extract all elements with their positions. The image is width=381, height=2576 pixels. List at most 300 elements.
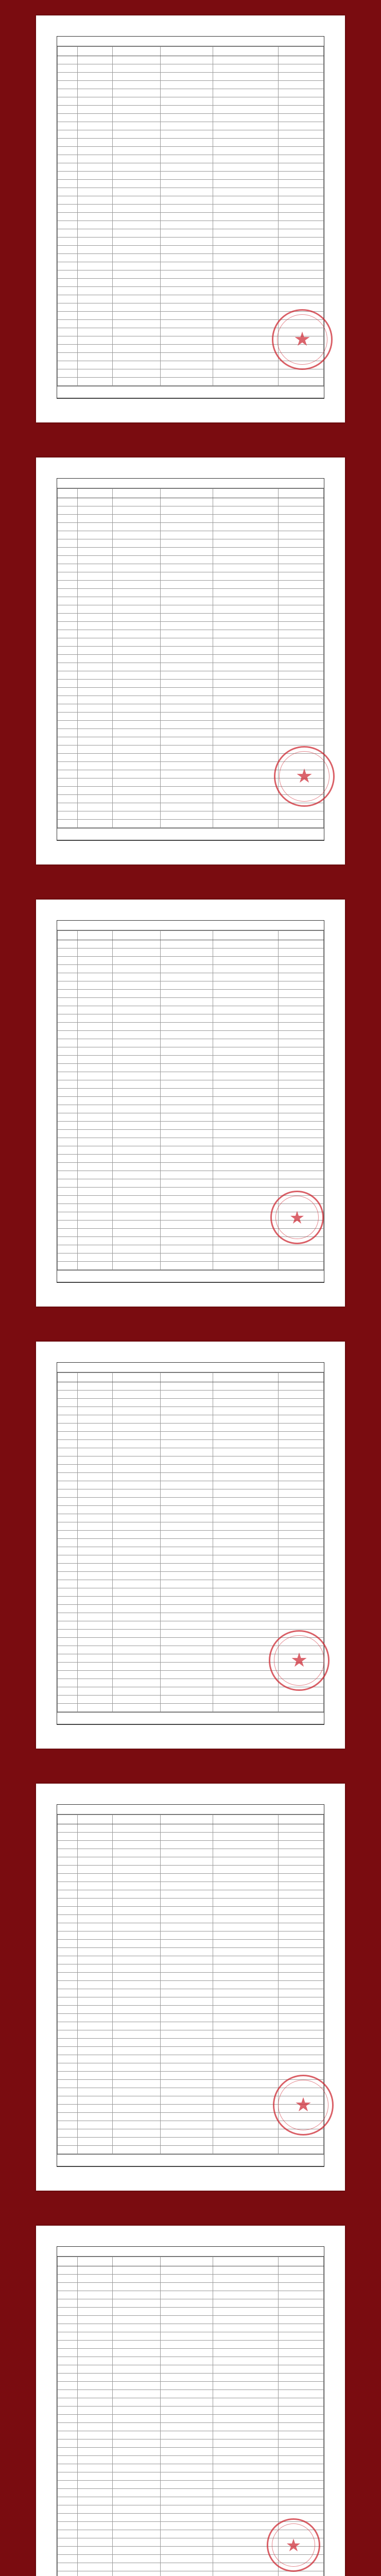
table-cell (160, 1006, 213, 1014)
table-cell (160, 1696, 213, 1704)
table-cell (113, 1031, 161, 1039)
table-cell (213, 572, 279, 581)
table-cell (77, 990, 112, 998)
table-cell (279, 1138, 324, 1146)
table-cell (113, 2571, 161, 2576)
table-cell (113, 1687, 161, 1696)
table-cell (279, 663, 324, 671)
table-cell (279, 139, 324, 147)
table-cell (77, 1023, 112, 1031)
table-cell (58, 2431, 78, 2439)
table-cell (279, 361, 324, 369)
table-cell (213, 981, 279, 990)
table-row (58, 1899, 324, 1907)
table-cell (160, 1163, 213, 1171)
table-cell (113, 81, 161, 89)
table-cell (160, 270, 213, 279)
table-cell (160, 1824, 213, 1833)
table-cell (58, 1506, 78, 1514)
table-cell (213, 2129, 279, 2138)
table-cell (77, 2039, 112, 2047)
table-cell (58, 2047, 78, 2055)
table-cell (58, 2291, 78, 2299)
table-cell (160, 1915, 213, 1923)
column-header (279, 1815, 324, 1824)
table-cell (77, 1630, 112, 1638)
table-cell (279, 320, 324, 328)
table-cell (58, 1564, 78, 1572)
table-row (58, 1047, 324, 1056)
table-row (58, 2448, 324, 2456)
table-row (58, 336, 324, 345)
table-cell (113, 1564, 161, 1572)
table-cell (58, 820, 78, 828)
table-cell (113, 147, 161, 155)
table-cell (160, 1089, 213, 1097)
table-cell (77, 229, 112, 238)
table-cell (160, 2431, 213, 2439)
table-cell (279, 787, 324, 795)
table-cell (58, 1031, 78, 1039)
table-cell (213, 1572, 279, 1580)
table-row (58, 2456, 324, 2464)
table-cell (213, 1564, 279, 1572)
table-cell (113, 1146, 161, 1155)
table-cell (113, 1105, 161, 1113)
table-row (58, 1638, 324, 1646)
table-cell (113, 1481, 161, 1489)
table-cell (213, 811, 279, 820)
table-cell (113, 1212, 161, 1221)
table-cell (279, 614, 324, 622)
table-cell (77, 515, 112, 523)
table-cell (113, 1940, 161, 1948)
table-cell (77, 737, 112, 745)
table-cell (160, 2390, 213, 2398)
table-cell (279, 1064, 324, 1072)
table-cell (160, 130, 213, 139)
table-cell (279, 1097, 324, 1105)
table-row (58, 1089, 324, 1097)
table-row (58, 1489, 324, 1498)
table-cell (213, 630, 279, 638)
table-cell (77, 1473, 112, 1481)
column-header (58, 47, 78, 56)
table-cell (77, 1555, 112, 1564)
column-header (58, 1815, 78, 1824)
table-cell (77, 2423, 112, 2431)
table-cell (213, 948, 279, 957)
table-cell (279, 990, 324, 998)
table-cell (160, 1196, 213, 1204)
table-cell (58, 2349, 78, 2357)
table-cell (279, 1179, 324, 1188)
table-frame (57, 1362, 324, 1725)
table-row (58, 556, 324, 564)
table-cell (279, 1089, 324, 1097)
table-cell (77, 957, 112, 965)
column-header (213, 47, 279, 56)
table-cell (58, 2448, 78, 2456)
table-cell (279, 948, 324, 957)
table-cell (160, 957, 213, 965)
table-cell (279, 163, 324, 172)
table-cell (213, 378, 279, 386)
table-cell (77, 1014, 112, 1023)
table-cell (279, 130, 324, 139)
data-table (57, 2257, 324, 2576)
table-cell (160, 2547, 213, 2555)
table-cell (77, 1956, 112, 1964)
table-cell (213, 1539, 279, 1547)
table-cell (160, 1506, 213, 1514)
table-cell (113, 1931, 161, 1940)
table-cell (113, 1089, 161, 1097)
table-cell (279, 1931, 324, 1940)
table-cell (160, 1874, 213, 1882)
table-cell (77, 671, 112, 680)
table-cell (160, 1064, 213, 1072)
table-cell (279, 378, 324, 386)
table-cell (77, 2030, 112, 2039)
table-cell (213, 2299, 279, 2308)
table-cell (77, 1506, 112, 1514)
table-row (58, 2138, 324, 2146)
table-cell (160, 2398, 213, 2406)
table-cell (279, 1564, 324, 1572)
table-cell (213, 498, 279, 506)
table-cell (113, 539, 161, 548)
table-row (58, 1588, 324, 1597)
table-cell (160, 729, 213, 737)
table-cell (160, 196, 213, 205)
column-header (160, 489, 213, 498)
table-cell (58, 1448, 78, 1456)
table-cell (213, 762, 279, 770)
table-row (58, 2398, 324, 2406)
table-cell (58, 2308, 78, 2316)
column-header (77, 1373, 112, 1382)
table-cell (58, 605, 78, 614)
table-cell (160, 572, 213, 581)
table-cell (58, 180, 78, 188)
column-header (113, 1815, 161, 1824)
document-page (36, 1784, 345, 2191)
table-cell (213, 1663, 279, 1671)
table-cell (58, 1940, 78, 1948)
table-cell (160, 1473, 213, 1481)
table-cell (160, 328, 213, 336)
table-cell (77, 2390, 112, 2398)
table-row (58, 2390, 324, 2398)
table-cell (213, 106, 279, 114)
table-cell (160, 680, 213, 688)
table-cell (113, 2266, 161, 2275)
subtotal-row (57, 1712, 324, 1724)
table-cell (77, 2113, 112, 2121)
table-row (58, 270, 324, 279)
table-cell (279, 1253, 324, 1262)
table-cell (160, 2283, 213, 2291)
table-cell (58, 506, 78, 515)
table-cell (58, 713, 78, 721)
table-cell (160, 320, 213, 328)
column-header (113, 2257, 161, 2266)
table-cell (113, 1605, 161, 1613)
table-cell (160, 378, 213, 386)
table-cell (160, 1448, 213, 1456)
table-cell (160, 1188, 213, 1196)
table-cell (213, 287, 279, 295)
table-row (58, 2006, 324, 2014)
table-cell (213, 1432, 279, 1440)
table-row (58, 498, 324, 506)
table-cell (113, 2472, 161, 2481)
table-cell (113, 2505, 161, 2514)
table-cell (113, 754, 161, 762)
table-cell (213, 647, 279, 655)
table-cell (58, 2514, 78, 2522)
table-cell (77, 73, 112, 81)
table-row (58, 990, 324, 998)
table-cell (58, 1204, 78, 1212)
table-cell (213, 2538, 279, 2547)
table-cell (77, 97, 112, 106)
table-cell (77, 81, 112, 89)
table-cell (160, 205, 213, 213)
table-cell (160, 795, 213, 803)
table-cell (113, 1890, 161, 1899)
table-cell (58, 64, 78, 73)
column-header (113, 931, 161, 940)
table-cell (160, 1572, 213, 1580)
table-cell (58, 2538, 78, 2547)
table-cell (77, 89, 112, 97)
table-cell (77, 2472, 112, 2481)
table-cell (160, 1923, 213, 1931)
table-row (58, 1072, 324, 1080)
table-cell (213, 638, 279, 647)
table-row (58, 1204, 324, 1212)
table-cell (77, 998, 112, 1006)
table-row (58, 353, 324, 361)
table-cell (213, 1588, 279, 1597)
section-title (57, 1805, 324, 1815)
data-table (57, 930, 324, 1270)
table-cell (113, 630, 161, 638)
table-row (58, 2464, 324, 2472)
table-cell (77, 279, 112, 287)
table-cell (58, 1646, 78, 1654)
table-cell (279, 2514, 324, 2522)
table-cell (113, 2456, 161, 2464)
table-cell (279, 515, 324, 523)
table-cell (58, 663, 78, 671)
table-row (58, 2324, 324, 2332)
table-cell (113, 1671, 161, 1679)
table-row (58, 287, 324, 295)
table-cell (77, 1915, 112, 1923)
table-cell (58, 97, 78, 106)
table-cell (279, 1514, 324, 1522)
table-cell (58, 205, 78, 213)
table-cell (113, 2390, 161, 2398)
table-cell (77, 597, 112, 605)
table-cell (77, 1580, 112, 1588)
table-cell (279, 622, 324, 630)
table-cell (160, 998, 213, 1006)
table-row (58, 2291, 324, 2299)
table-cell (160, 1547, 213, 1555)
table-row (58, 721, 324, 729)
table-cell (213, 1940, 279, 1948)
table-cell (279, 762, 324, 770)
table-cell (279, 556, 324, 564)
table-cell (279, 1522, 324, 1531)
table-cell (279, 523, 324, 531)
table-cell (77, 2129, 112, 2138)
table-cell (213, 180, 279, 188)
table-cell (77, 2406, 112, 2415)
table-cell (77, 1122, 112, 1130)
table-cell (113, 73, 161, 81)
table-cell (160, 2030, 213, 2039)
table-cell (160, 2039, 213, 2047)
table-cell (113, 114, 161, 122)
table-cell (113, 655, 161, 663)
table-cell (77, 2341, 112, 2349)
table-cell (58, 2464, 78, 2472)
table-cell (113, 965, 161, 973)
table-cell (77, 56, 112, 64)
table-cell (77, 1080, 112, 1089)
table-cell (213, 122, 279, 130)
table-row (58, 196, 324, 205)
table-cell (58, 1973, 78, 1981)
table-cell (58, 1687, 78, 1696)
table-cell (160, 1423, 213, 1432)
table-cell (279, 1237, 324, 1245)
table-cell (77, 1679, 112, 1687)
table-cell (279, 336, 324, 345)
table-cell (113, 614, 161, 622)
table-cell (213, 1262, 279, 1270)
table-row (58, 2308, 324, 2316)
table-cell (213, 1613, 279, 1621)
table-cell (213, 2138, 279, 2146)
table-cell (58, 2146, 78, 2154)
table-cell (160, 581, 213, 589)
table-row (58, 1432, 324, 1440)
table-cell (160, 64, 213, 73)
table-row (58, 1547, 324, 1555)
table-cell (58, 1407, 78, 1415)
table-row (58, 1874, 324, 1882)
table-row (58, 820, 324, 828)
table-cell (58, 1023, 78, 1031)
table-cell (77, 2571, 112, 2576)
table-row (58, 1531, 324, 1539)
table-cell (77, 1138, 112, 1146)
table-cell (213, 787, 279, 795)
table-row (58, 56, 324, 64)
table-cell (113, 729, 161, 737)
table-cell (113, 2374, 161, 2382)
table-cell (113, 2308, 161, 2316)
table-cell (58, 2055, 78, 2063)
table-cell (213, 1188, 279, 1196)
table-row (58, 106, 324, 114)
table-row (58, 378, 324, 386)
table-cell (160, 1857, 213, 1866)
table-cell (279, 2080, 324, 2088)
table-row (58, 1882, 324, 1890)
table-frame (57, 2246, 324, 2576)
table-cell (213, 2341, 279, 2349)
table-cell (213, 1997, 279, 2006)
table-row (58, 1498, 324, 1506)
table-cell (58, 81, 78, 89)
table-cell (213, 2563, 279, 2571)
table-cell (160, 965, 213, 973)
table-cell (113, 2324, 161, 2332)
table-cell (213, 696, 279, 704)
table-cell (58, 803, 78, 811)
table-row (58, 139, 324, 147)
table-cell (113, 680, 161, 688)
table-cell (213, 721, 279, 729)
table-cell (213, 1039, 279, 1047)
table-row (58, 2538, 324, 2547)
table-cell (58, 1179, 78, 1188)
table-cell (113, 737, 161, 745)
table-cell (77, 1687, 112, 1696)
table-cell (213, 1047, 279, 1056)
table-cell (77, 2357, 112, 2365)
table-cell (77, 820, 112, 828)
table-cell (58, 2439, 78, 2448)
table-cell (58, 1956, 78, 1964)
table-cell (58, 1841, 78, 1849)
table-row (58, 1221, 324, 1229)
table-row (58, 1824, 324, 1833)
table-cell (160, 287, 213, 295)
table-cell (58, 1597, 78, 1605)
table-cell (160, 2530, 213, 2538)
table-cell (213, 213, 279, 221)
table-cell (77, 2439, 112, 2448)
table-cell (58, 287, 78, 295)
table-cell (160, 2113, 213, 2121)
table-row (58, 957, 324, 965)
table-row (58, 1849, 324, 1857)
table-cell (58, 345, 78, 353)
table-cell (279, 328, 324, 336)
table-cell (213, 1014, 279, 1023)
table-cell (160, 2456, 213, 2464)
table-cell (279, 172, 324, 180)
table-cell (279, 89, 324, 97)
column-header (213, 931, 279, 940)
table-cell (213, 998, 279, 1006)
table-cell (213, 1948, 279, 1956)
table-cell (113, 1923, 161, 1931)
table-cell (279, 1940, 324, 1948)
table-row (58, 811, 324, 820)
table-cell (213, 515, 279, 523)
table-cell (160, 213, 213, 221)
table-cell (279, 940, 324, 948)
